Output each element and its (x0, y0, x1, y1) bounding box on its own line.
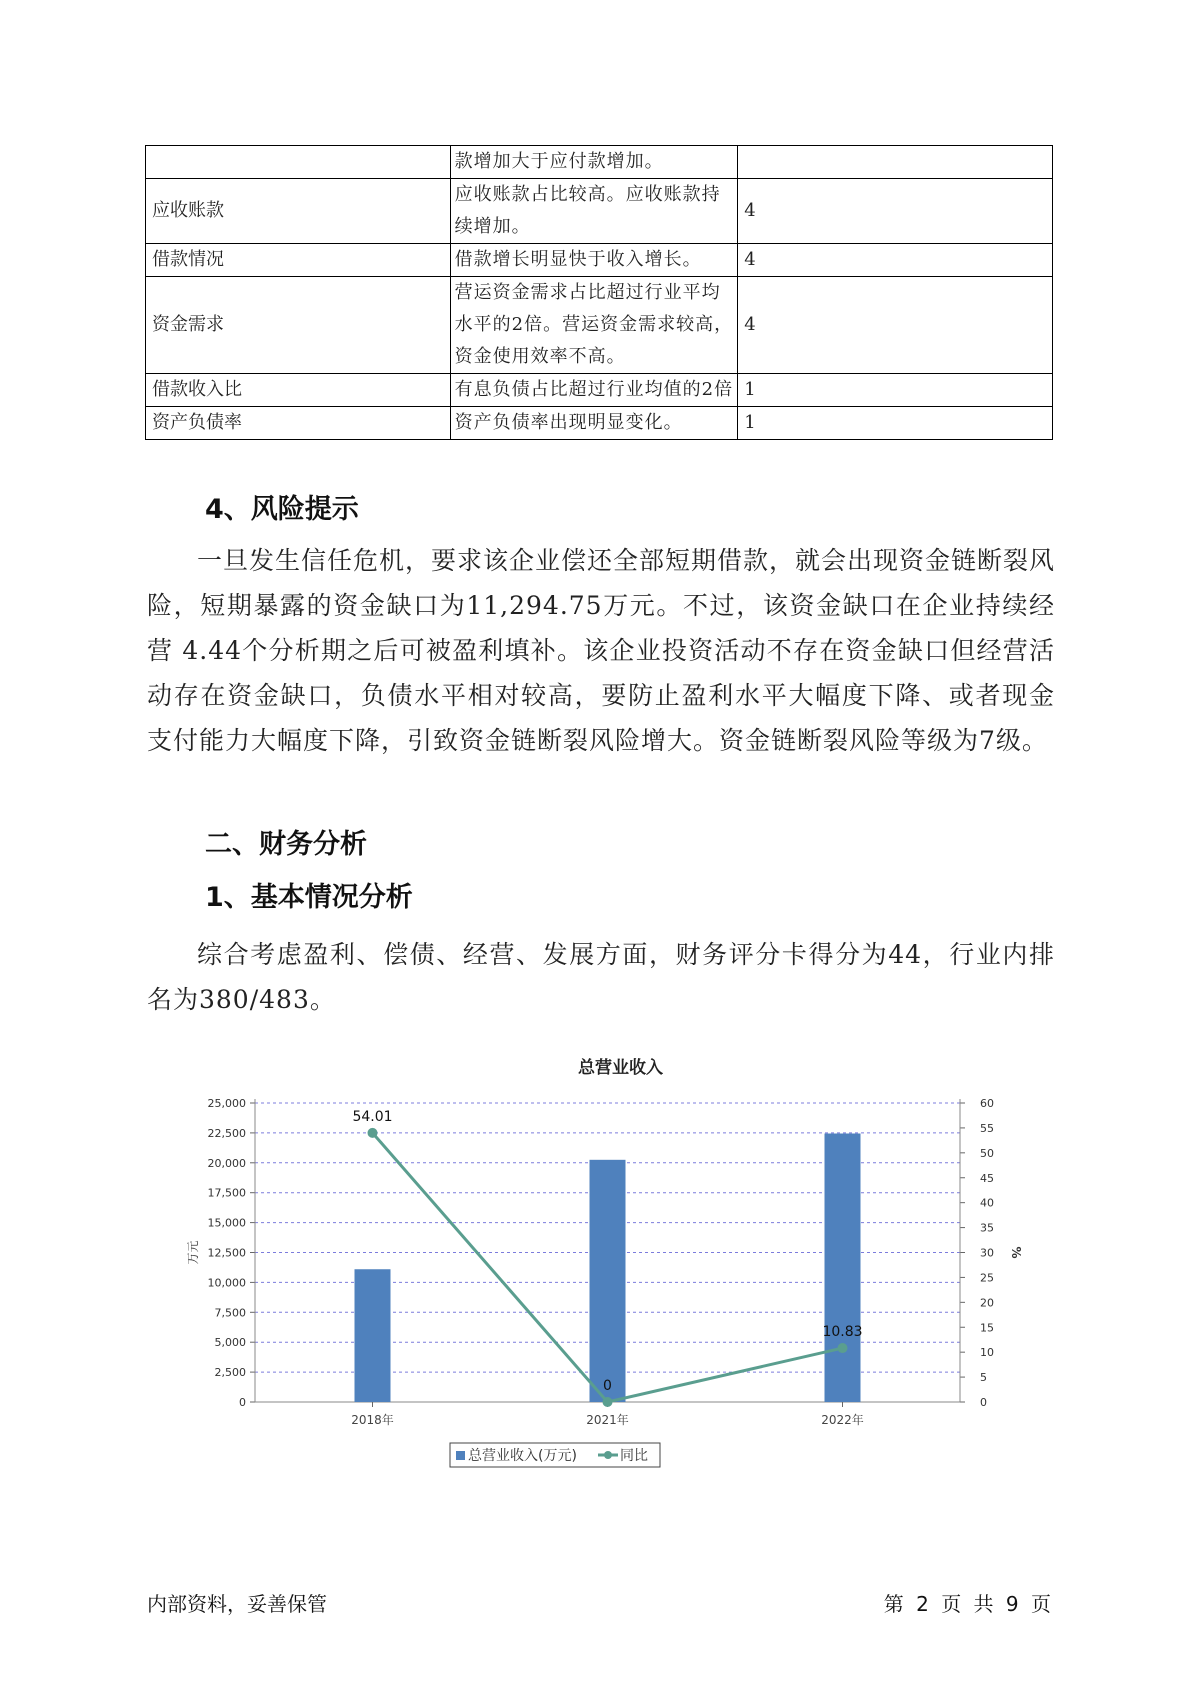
y-tick-label: 5,000 (214, 1336, 246, 1350)
table-cell-c1: 资产负债率 (146, 407, 451, 440)
table-cell-c3: 1 (738, 407, 1053, 440)
revenue-chart (170, 1045, 1030, 1505)
y2-tick-label: 40 (980, 1196, 994, 1210)
y2-tick-label: 50 (980, 1146, 994, 1160)
y-tick-label: 17,500 (207, 1186, 246, 1200)
table-cell-c1: 应收账款 (146, 179, 451, 244)
table-cell-c1: 借款情况 (146, 244, 451, 277)
y-tick-label: 20,000 (207, 1156, 246, 1170)
risk-indicator-table (145, 145, 1053, 440)
yoy-point (368, 1128, 378, 1138)
table-row (146, 374, 1053, 407)
table-row (146, 244, 1053, 277)
table-row (146, 179, 1053, 244)
yoy-point (603, 1397, 613, 1407)
y-tick-label: 12,500 (207, 1246, 246, 1260)
bar-2022年 (825, 1133, 861, 1402)
y2-tick-label: 35 (980, 1221, 994, 1235)
risk-paragraph: 一旦发生信任危机，要求该企业偿还全部短期借款，就会出现资金链断裂风险，短期暴露的资金缺口为11,294.75万元。不过，该资金缺口在企业持续经营 4.44个分析期之后可被盈利填补。该企业投资活动不存在资金缺口但经营活动存在资金缺口，负债水平相对较高，要防止盈利水平大幅度下降、或者现金支付能力大幅度下降，引致资金链断裂风险增大。资金链断裂风险等级为7级。 (147, 546, 1056, 755)
bar-2018年 (355, 1269, 391, 1402)
legend-label-revenue: 总营业收入(万元) (468, 1448, 577, 1464)
table-row (146, 407, 1053, 440)
y-axis-label: 万元 (186, 1240, 200, 1265)
table-cell-c3: 4 (738, 277, 1053, 374)
y2-tick-label: 0 (980, 1396, 987, 1409)
y-tick-label: 25,000 (207, 1097, 246, 1110)
table-cell-c2: 借款增长明显快于收入增长。 (450, 244, 738, 277)
y-tick-label: 2,500 (214, 1366, 246, 1380)
y2-axis-label: % (1009, 1246, 1023, 1259)
y2-tick-label: 45 (980, 1171, 994, 1185)
table-cell-c2: 款增加大于应付款增加。 (450, 146, 738, 179)
legend-swatch-revenue (456, 1451, 465, 1460)
y-tick-label: 10,000 (207, 1276, 246, 1290)
table-cell-c2: 有息负债占比超过行业均值的2倍 (450, 374, 738, 407)
footer-page-number: 第 2 页 共 9 页 (883, 1592, 1051, 1616)
y2-tick-label: 30 (980, 1246, 994, 1260)
finance-paragraph: 综合考虑盈利、偿债、经营、发展方面，财务评分卡得分为44，行业内排名为380/483。 (147, 940, 1055, 1014)
table-cell-c3 (738, 146, 1053, 179)
y-tick-label: 15,000 (207, 1216, 246, 1230)
table-cell-c2: 应收账款占比较高。应收账款持续增加。 (450, 179, 738, 244)
y-tick-label: 7,500 (214, 1306, 246, 1320)
y2-tick-label: 60 (980, 1097, 994, 1110)
revenue-chart-svg (170, 1045, 1030, 1505)
yoy-point (838, 1343, 848, 1353)
table-row (146, 277, 1053, 374)
y2-tick-label: 55 (980, 1121, 994, 1135)
y2-tick-label: 20 (980, 1296, 994, 1310)
table-cell-c2: 资产负债率出现明显变化。 (450, 407, 738, 440)
yoy-data-label: 54.01 (352, 1108, 393, 1125)
y2-tick-label: 10 (980, 1346, 994, 1360)
x-tick-label: 2022年 (821, 1413, 864, 1427)
section-heading-risk: 4、风险提示 (205, 494, 359, 525)
y2-tick-label: 25 (980, 1271, 994, 1285)
legend-swatch-yoy-dot (604, 1451, 612, 1459)
yoy-data-label: 0 (603, 1378, 612, 1394)
x-tick-label: 2021年 (586, 1413, 629, 1427)
bar-2021年 (590, 1160, 626, 1402)
section-heading-basic: 1、基本情况分析 (205, 882, 413, 913)
y2-tick-label: 5 (980, 1371, 987, 1385)
table-row (146, 146, 1053, 179)
x-tick-label: 2018年 (351, 1413, 394, 1427)
chart-title: 总营业收入 (578, 1058, 663, 1078)
table-cell-c3: 4 (738, 179, 1053, 244)
table-cell-c3: 4 (738, 244, 1053, 277)
y-tick-label: 0 (239, 1396, 246, 1409)
table-cell-c1: 借款收入比 (146, 374, 451, 407)
table-cell-c2: 营运资金需求占比超过行业平均水平的2倍。营运资金需求较高，资金使用效率不高。 (450, 277, 738, 374)
table-cell-c3: 1 (738, 374, 1053, 407)
legend-label-yoy: 同比 (620, 1448, 648, 1464)
y2-tick-label: 15 (980, 1321, 994, 1335)
footer-confidential: 内部资料，妥善保管 (147, 1592, 327, 1616)
section-heading-finance: 二、财务分析 (205, 829, 367, 860)
y-tick-label: 22,500 (207, 1126, 246, 1140)
table-cell-c1: 资金需求 (146, 277, 451, 374)
table-cell-c1 (146, 146, 451, 179)
yoy-data-label: 10.83 (822, 1324, 863, 1341)
